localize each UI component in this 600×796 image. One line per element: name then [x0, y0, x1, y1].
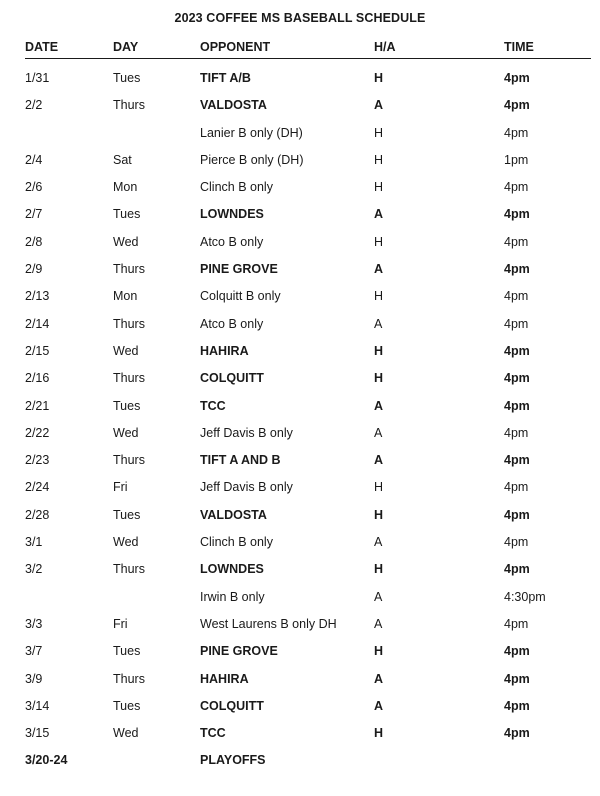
game-day: Tues	[113, 71, 141, 85]
table-row	[25, 202, 591, 229]
game-home-away: H	[374, 152, 384, 167]
game-home-away: H	[374, 371, 384, 386]
game-home-away: A	[374, 425, 383, 440]
game-home-away: A	[374, 262, 384, 277]
game-opponent: VALDOSTA	[200, 98, 267, 113]
game-opponent: COLQUITT	[200, 698, 264, 713]
game-opponent: TIFT A/B	[200, 71, 251, 85]
header-time: TIME	[504, 40, 534, 54]
game-time: 4pm	[504, 371, 530, 386]
table-row	[25, 312, 591, 339]
table-row	[25, 721, 591, 748]
game-date: 2/23	[25, 453, 50, 468]
game-day: Mon	[113, 289, 138, 304]
game-home-away: A	[374, 589, 383, 604]
table-row	[25, 421, 591, 448]
game-time: 4pm	[504, 98, 530, 113]
game-opponent: Clinch B only	[200, 535, 273, 550]
game-opponent: LOWNDES	[200, 562, 264, 577]
game-time: 4pm	[504, 207, 530, 222]
table-row	[25, 694, 591, 721]
game-date: 3/3	[25, 616, 43, 631]
game-date: 2/14	[25, 316, 50, 331]
game-date: 2/28	[25, 507, 50, 522]
table-row	[25, 148, 591, 175]
table-row	[25, 175, 591, 202]
table-row	[25, 257, 591, 284]
game-opponent: Pierce B only (DH)	[200, 152, 304, 167]
game-day: Wed	[113, 343, 139, 358]
game-home-away: H	[374, 726, 384, 741]
game-date: 3/2	[25, 562, 43, 577]
game-time: 4pm	[504, 71, 530, 85]
game-date: 2/4	[25, 152, 43, 167]
game-time: 4pm	[504, 507, 530, 522]
table-header	[25, 40, 591, 59]
game-date: 1/31	[25, 71, 50, 85]
game-home-away: H	[374, 480, 384, 495]
table-row	[25, 394, 591, 421]
game-home-away: A	[374, 616, 383, 631]
game-time: 4pm	[504, 726, 530, 741]
game-time: 4pm	[504, 425, 529, 440]
game-date: 2/16	[25, 371, 50, 386]
table-row	[25, 667, 591, 694]
table-row	[25, 66, 591, 93]
game-home-away: H	[374, 125, 384, 140]
header-day: DAY	[113, 40, 139, 54]
game-time: 4pm	[504, 125, 529, 140]
game-day: Tues	[113, 207, 141, 222]
game-date: 3/9	[25, 671, 43, 686]
game-time: 4pm	[504, 289, 529, 304]
table-row	[25, 230, 591, 257]
game-home-away: A	[374, 453, 384, 468]
game-opponent: Atco B only	[200, 316, 264, 331]
game-date: 2/8	[25, 234, 43, 249]
game-date: 2/22	[25, 425, 50, 440]
game-day: Thurs	[113, 98, 145, 113]
game-time: 4pm	[504, 453, 530, 468]
table-row	[25, 284, 591, 311]
game-home-away: H	[374, 562, 384, 577]
game-day: Thurs	[113, 316, 145, 331]
table-row	[25, 121, 591, 148]
game-home-away: A	[374, 98, 384, 113]
game-date: 3/15	[25, 726, 50, 741]
table-row	[25, 448, 591, 475]
game-day: Sat	[113, 152, 132, 167]
game-date: 2/6	[25, 180, 43, 195]
game-time: 4pm	[504, 480, 529, 495]
game-home-away: H	[374, 343, 384, 358]
table-row	[25, 503, 591, 530]
game-home-away: A	[374, 207, 384, 222]
table-row	[25, 639, 591, 666]
game-date: 2/13	[25, 289, 50, 304]
table-row	[25, 612, 591, 639]
game-home-away: A	[374, 535, 383, 550]
game-date: 3/7	[25, 644, 43, 659]
game-date: 2/15	[25, 343, 50, 358]
game-time: 4:30pm	[504, 589, 546, 604]
game-day: Tues	[113, 644, 141, 659]
game-time: 4pm	[504, 671, 530, 686]
game-time: 4pm	[504, 180, 529, 195]
game-opponent: Colquitt B only	[200, 289, 281, 304]
game-date: 2/24	[25, 480, 50, 495]
table-row	[25, 557, 591, 584]
table-row	[25, 339, 591, 366]
game-home-away: A	[374, 316, 383, 331]
game-home-away: A	[374, 698, 384, 713]
game-opponent: COLQUITT	[200, 371, 264, 386]
game-home-away: H	[374, 644, 384, 659]
table-row	[25, 475, 591, 502]
game-opponent: Jeff Davis B only	[200, 425, 293, 440]
game-date: 2/2	[25, 98, 43, 113]
game-opponent: Lanier B only (DH)	[200, 125, 303, 140]
game-time: 4pm	[504, 234, 529, 249]
game-opponent: PINE GROVE	[200, 644, 278, 659]
game-day: Wed	[113, 425, 139, 440]
game-day: Tues	[113, 507, 141, 522]
header-date: DATE	[25, 40, 59, 54]
header-opponent: OPPONENT	[200, 40, 271, 54]
game-day: Tues	[113, 698, 141, 713]
game-opponent: TCC	[200, 398, 226, 413]
game-home-away: H	[374, 180, 384, 195]
game-day: Fri	[113, 616, 128, 631]
game-date: 3/20-24	[25, 753, 68, 768]
game-time: 4pm	[504, 616, 529, 631]
game-day: Thurs	[113, 262, 145, 277]
game-opponent: West Laurens B only DH	[200, 616, 337, 631]
game-home-away: H	[374, 289, 384, 304]
game-opponent: Jeff Davis B only	[200, 480, 293, 495]
game-day: Tues	[113, 398, 141, 413]
game-opponent: HAHIRA	[200, 343, 249, 358]
game-opponent: Irwin B only	[200, 589, 265, 604]
game-date: 3/14	[25, 698, 50, 713]
game-home-away: A	[374, 398, 384, 413]
game-day: Thurs	[113, 671, 145, 686]
game-opponent: Atco B only	[200, 234, 264, 249]
game-day: Fri	[113, 480, 128, 495]
game-time: 4pm	[504, 316, 529, 331]
table-row	[25, 366, 591, 393]
game-opponent: LOWNDES	[200, 207, 264, 222]
game-time: 4pm	[504, 262, 530, 277]
game-opponent: HAHIRA	[200, 671, 249, 686]
game-opponent: Clinch B only	[200, 180, 273, 195]
game-day: Mon	[113, 180, 138, 195]
game-opponent: PINE GROVE	[200, 262, 278, 277]
game-day: Thurs	[113, 371, 145, 386]
game-time: 4pm	[504, 562, 530, 577]
schedule-table	[25, 66, 591, 776]
game-date: 3/1	[25, 535, 43, 550]
game-home-away: H	[374, 507, 384, 522]
game-day: Wed	[113, 234, 139, 249]
table-row	[25, 748, 591, 775]
game-date: 2/21	[25, 398, 50, 413]
game-day: Thurs	[113, 453, 145, 468]
game-day: Wed	[113, 726, 139, 741]
page-title: 2023 COFFEE MS BASEBALL SCHEDULE	[174, 11, 426, 25]
game-home-away: H	[374, 71, 384, 85]
game-time: 1pm	[504, 152, 529, 167]
game-day: Thurs	[113, 562, 145, 577]
game-date: 2/7	[25, 207, 43, 222]
game-date: 2/9	[25, 262, 43, 277]
game-time: 4pm	[504, 698, 530, 713]
table-row	[25, 93, 591, 120]
game-opponent: PLAYOFFS	[200, 753, 266, 768]
game-day: Wed	[113, 535, 139, 550]
game-time: 4pm	[504, 343, 530, 358]
game-time: 4pm	[504, 644, 530, 659]
header-home-away: H/A	[374, 40, 396, 54]
game-opponent: VALDOSTA	[200, 507, 267, 522]
table-row	[25, 585, 591, 612]
game-home-away: A	[374, 671, 384, 686]
game-time: 4pm	[504, 398, 530, 413]
game-opponent: TIFT A AND B	[200, 453, 281, 468]
game-opponent: TCC	[200, 726, 226, 741]
game-time: 4pm	[504, 535, 529, 550]
game-home-away: H	[374, 234, 384, 249]
table-row	[25, 530, 591, 557]
